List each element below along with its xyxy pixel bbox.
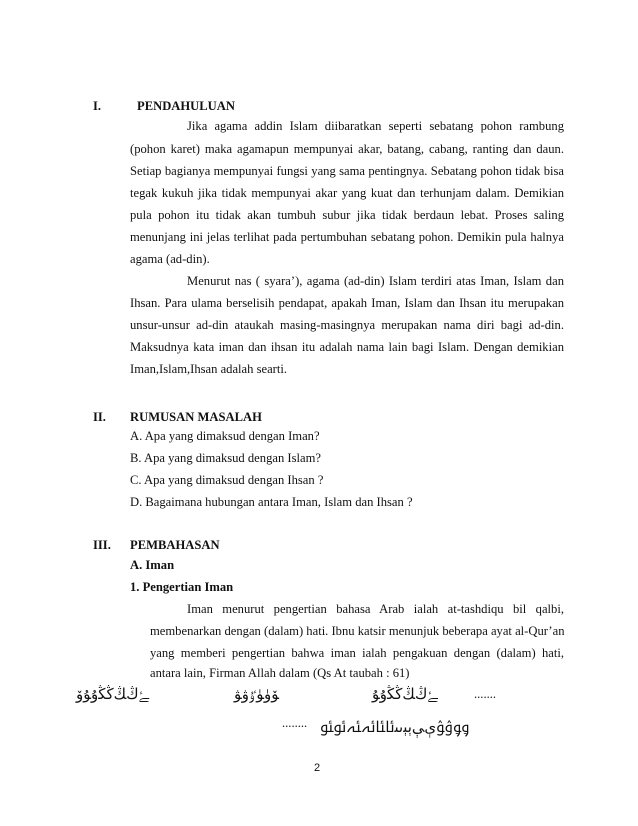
paragraph-line: antara lain, Firman Allah dalam (Qs At taubah : 61) xyxy=(150,666,410,680)
paragraph-line: membenarkan dengan (dalam) hati. Ibnu katsir menunjuk beberapa ayat al-Qur’an xyxy=(150,624,565,638)
section-3-title: PEMBAHASAN xyxy=(130,538,220,552)
paragraph-line: tegak kukuh jika tidak mempunyai akar yang kuat dan terhunjam dalam. Demikian xyxy=(130,186,564,200)
section-3-number: III. xyxy=(93,538,111,552)
paragraph-line: Ihsan. Para ulama berselisih pendapat, apakah Iman, Islam dan Ihsan itu merupakan xyxy=(130,296,564,310)
paragraph-line: Maksudnya kata iman dan ihsan itu adalah nama lain bagi Islam. Dengan demikian xyxy=(130,340,564,354)
ellipsis-dots: ........ xyxy=(282,716,308,730)
section-1-title: PENDAHULUAN xyxy=(137,99,235,113)
paragraph-line: menunjang ini jelas terlihat pada pertumbuhan sebatang pohon. Demikin pula halnya xyxy=(130,230,564,244)
section-1-number: I. xyxy=(93,99,102,113)
paragraph-line: Menurut nas ( syara’), agama (ad-din) Islam terdiri atas Iman, Islam dan xyxy=(187,274,564,288)
list-item: D. Bagaimana hubungan antara Iman, Islam dan Ihsan ? xyxy=(130,495,413,509)
arabic-verse-fragment: ﯠﯡﯢﯣﯤﯥﯦﯧﯨﯩﯪﯫﯬﯭﯮﯯ xyxy=(320,718,470,736)
list-item: C. Apa yang dimaksud dengan Ihsan ? xyxy=(130,473,324,487)
list-item: B. Apa yang dimaksud dengan Islam? xyxy=(130,451,321,465)
paragraph-line: Jika agama addin Islam diibaratkan seperti sebatang pohon rambung xyxy=(187,119,564,133)
paragraph-line: Iman,Islam,Ihsan adalah searti. xyxy=(130,362,288,376)
arabic-verse-fragment: ﮱﯓﯔﯕﯖﯗﯘﯙ xyxy=(76,685,150,703)
list-item: A. Apa yang dimaksud dengan Iman? xyxy=(130,429,320,443)
paragraph-line: agama (ad-din). xyxy=(130,252,210,266)
paragraph-line: pula pohon itu tidak akan tumbuh subur jika tidak berdaun lebat. Proses saling xyxy=(130,208,564,222)
paragraph-line: unsur-unsur ad-din ataukah masing-masingnya merupakan nama diri bagi ad-din. xyxy=(130,318,564,332)
paragraph-line: yang memberi pengertian bahwa iman ialah pengakuan dengan (dalam) hati, xyxy=(150,646,564,660)
subsection-heading: A. Iman xyxy=(130,558,175,572)
paragraph-line: (pohon karet) maka agamapun mempunyai akar, batang, cabang, ranting dan daun. xyxy=(130,142,564,156)
section-2-title: RUMUSAN MASALAH xyxy=(130,410,262,424)
arabic-verse-fragment: ﮱﯓﯔﯕﯖﯗﯘ xyxy=(372,685,438,703)
ellipsis-dots: ....... xyxy=(474,687,497,701)
arabic-verse-fragment: ﯚﯛﯜﯝﯞﯟ xyxy=(234,685,279,703)
page-number: 2 xyxy=(314,762,321,774)
subsection-heading: 1. Pengertian Iman xyxy=(130,580,234,594)
section-2-number: II. xyxy=(93,410,106,424)
paragraph-line: Iman menurut pengertian bahasa Arab ialah at-tashdiqu bil qalbi, xyxy=(187,602,564,616)
paragraph-line: Setiap bagianya mempunyai fungsi yang sama pentingnya. Sebatang pohon tidak bisa xyxy=(130,164,564,178)
